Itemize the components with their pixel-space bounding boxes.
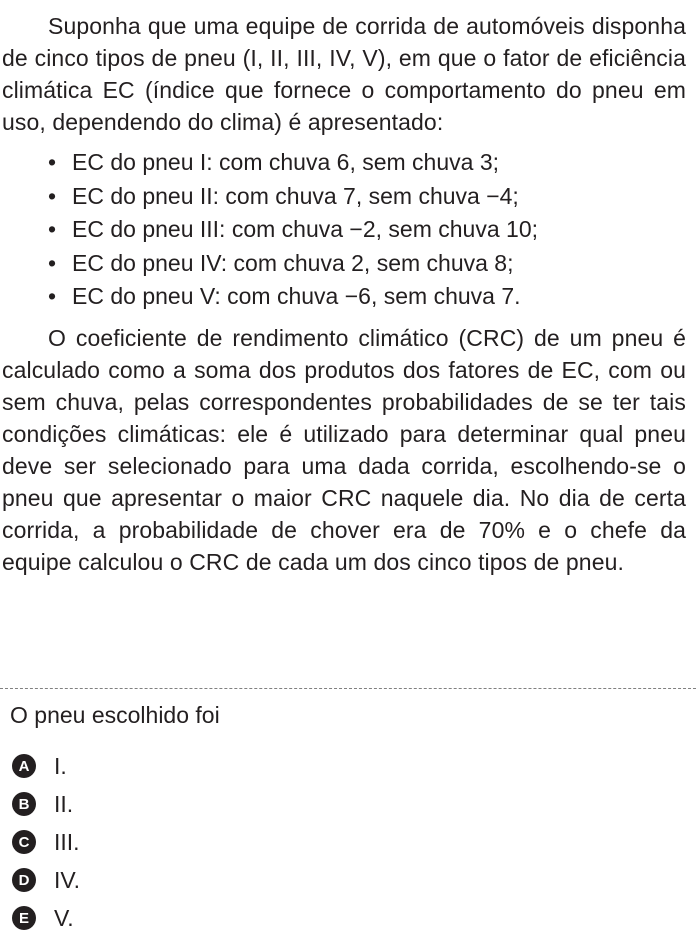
option-text: IV.	[54, 866, 81, 893]
option-b[interactable]	[12, 785, 80, 823]
option-a[interactable]	[12, 747, 80, 785]
option-d[interactable]	[12, 861, 80, 899]
list-item: • EC do pneu IV: com chuva 2, sem chuva 8;	[46, 247, 686, 281]
list-item: • EC do pneu I: com chuva 6, sem chuva 3;	[46, 146, 686, 180]
list-item: • EC do pneu II: com chuva 7, sem chuva −4;	[46, 180, 686, 214]
option-c[interactable]	[12, 823, 80, 861]
answer-options	[12, 747, 80, 937]
option-letter-badge: D	[12, 868, 36, 892]
option-letter-badge: A	[12, 754, 36, 778]
list-item: • EC do pneu III: com chuva −2, sem chuva 10;	[46, 213, 686, 247]
option-text: II.	[54, 790, 74, 817]
dashed-divider	[0, 688, 696, 689]
option-text: I.	[54, 752, 67, 779]
ec-list	[2, 146, 686, 314]
option-e[interactable]	[12, 899, 80, 937]
question-stem: O pneu escolhido foi	[10, 702, 220, 728]
option-text: V.	[54, 904, 74, 931]
option-text: III.	[54, 828, 80, 855]
intro-paragraph: Suponha que uma equipe de corrida de automóveis disponha de cinco tipos de pneu (I, II, III, IV, V), em que o fator de eficiência climática EC (índice que fornece o comportamento do pneu em uso, dependendo do clima) é apresentado:	[2, 13, 686, 135]
option-letter-badge: E	[12, 906, 36, 930]
option-letter-badge: B	[12, 792, 36, 816]
option-letter-badge: C	[12, 830, 36, 854]
body-paragraph: O coeficiente de rendimento climático (CRC) de um pneu é calculado como a soma dos produtos dos fatores de EC, com ou sem chuva, pelas correspondentes probabilidades de se ter tais condições climáticas: ele é utilizado para determinar qual pneu deve ser selecionado para uma dada corrida, escolhendo-se o pneu que apresentar o maior CRC naquele dia. No dia de certa corrida, a probabilidade de chover era de 70% e o chefe da equipe calculou o CRC de cada um dos cinco tipos de pneu.	[2, 324, 686, 575]
list-item: • EC do pneu V: com chuva −6, sem chuva 7.	[46, 280, 686, 314]
